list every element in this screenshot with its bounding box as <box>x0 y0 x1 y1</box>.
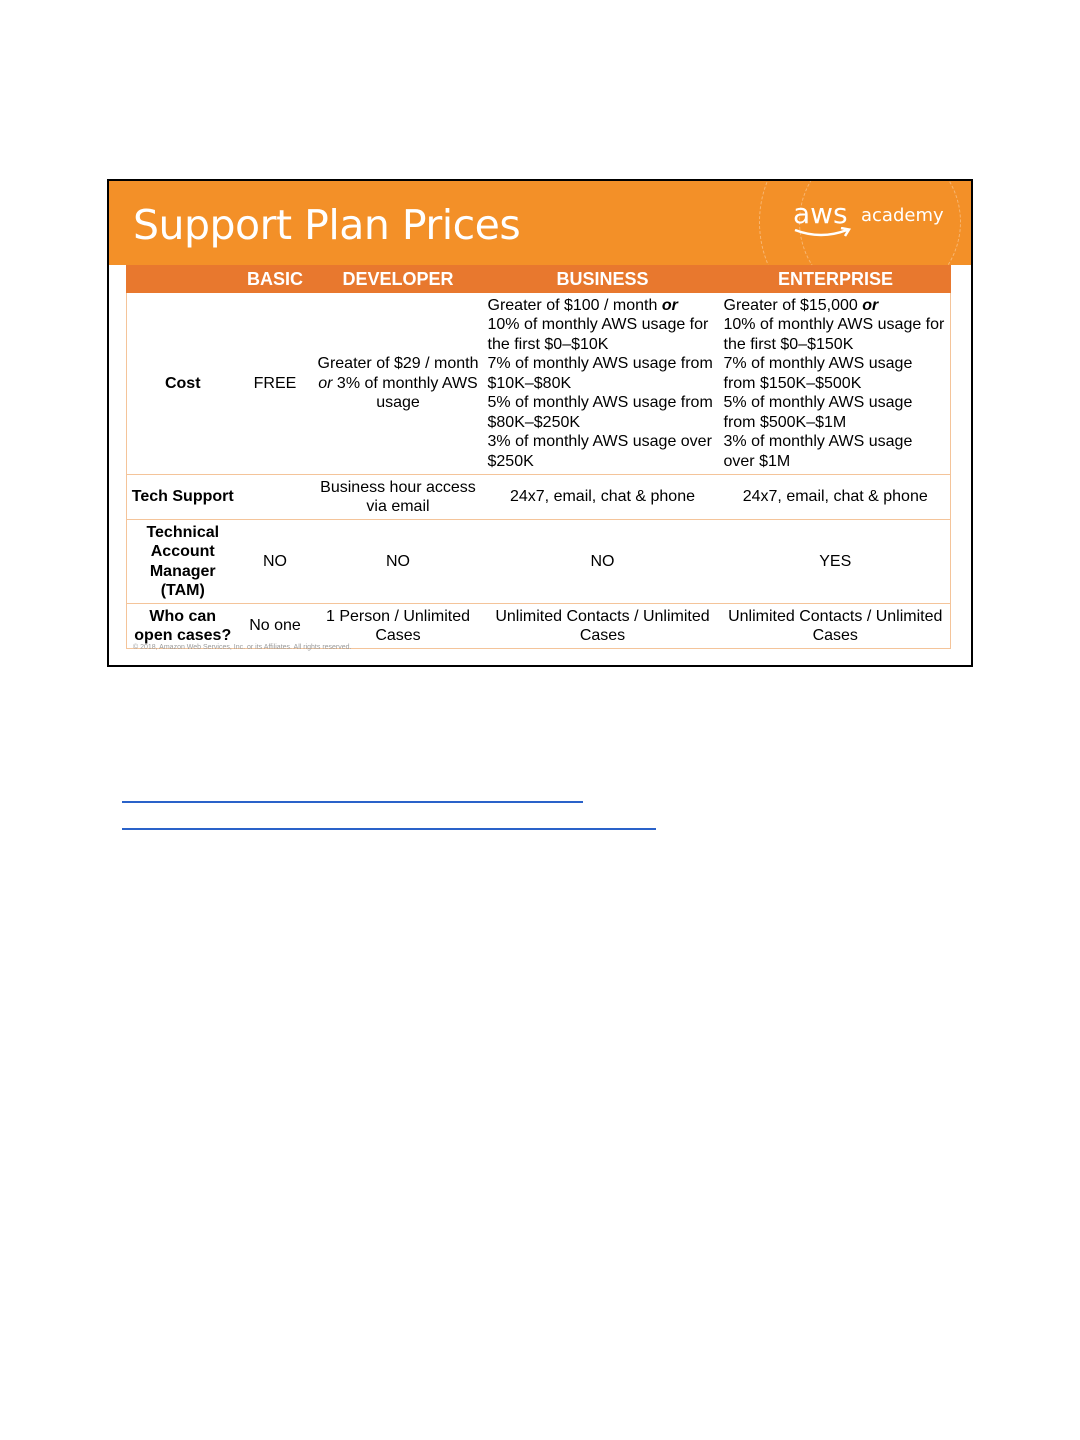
enterprise-tier: 3% of monthly AWS usage over $1M <box>723 433 913 470</box>
enterprise-cost-intro: Greater of $15,000 <box>723 296 863 314</box>
cell-developer-cost <box>312 293 485 475</box>
row-label-open-cases: Who can open cases? <box>127 604 239 649</box>
row-label-tech-support: Tech Support <box>127 475 239 520</box>
cell-business-tam: NO <box>485 520 721 604</box>
copyright-notice: © 2018, Amazon Web Services, Inc. or its Affiliates. All rights reserved. <box>133 644 352 651</box>
developer-cost-or: or <box>318 374 333 392</box>
slide-title: Support Plan Prices <box>133 201 521 249</box>
title-banner <box>109 181 971 265</box>
business-cost-or: or <box>661 296 678 314</box>
header-developer: DEVELOPER <box>312 265 485 293</box>
table-row-open-cases <box>127 604 951 649</box>
support-plans-table <box>126 265 951 649</box>
cell-business-support: 24x7, email, chat & phone <box>485 475 721 520</box>
logo-academy-text: academy <box>861 205 944 226</box>
table-row-cost <box>127 293 951 475</box>
aws-academy-logo <box>793 197 953 245</box>
header-enterprise: ENTERPRISE <box>721 265 951 293</box>
row-label-cost: Cost <box>127 293 239 475</box>
business-tier: 7% of monthly AWS usage from $10K–$80K <box>487 355 713 392</box>
hyperlink-underline[interactable] <box>122 801 583 803</box>
cell-enterprise-cost <box>721 293 951 475</box>
cell-basic-cost: FREE <box>239 293 312 475</box>
business-tier: 3% of monthly AWS usage over $250K <box>487 433 712 470</box>
enterprise-tier: 7% of monthly AWS usage from $150K–$500K <box>723 355 913 392</box>
header-basic: BASIC <box>239 265 312 293</box>
cell-basic-cases: No one <box>239 604 312 649</box>
header-business: BUSINESS <box>485 265 721 293</box>
business-tier: 10% of monthly AWS usage for the first $0–$10K <box>487 316 709 353</box>
cell-business-cases: Unlimited Contacts / Unlimited Cases <box>485 604 721 649</box>
cell-enterprise-cases: Unlimited Contacts / Unlimited Cases <box>721 604 951 649</box>
logo-aws-text: aws <box>793 197 848 230</box>
cell-enterprise-support: 24x7, email, chat & phone <box>721 475 951 520</box>
hyperlink-underline[interactable] <box>122 828 656 830</box>
cell-basic-tam: NO <box>239 520 312 604</box>
enterprise-tier: 10% of monthly AWS usage for the first $0–$150K <box>723 316 945 353</box>
cell-developer-tam: NO <box>312 520 485 604</box>
cell-developer-cases: 1 Person / Unlimited Cases <box>312 604 485 649</box>
slide-image <box>107 179 973 667</box>
aws-smile-arrow-icon <box>793 227 855 241</box>
enterprise-tier: 5% of monthly AWS usage from $500K–$1M <box>723 394 913 431</box>
business-tier: 5% of monthly AWS usage from $80K–$250K <box>487 394 713 431</box>
row-label-tam: Technical Account Manager (TAM) <box>127 520 239 604</box>
enterprise-cost-or: or <box>862 296 879 314</box>
developer-cost-b: 3% of monthly AWS usage <box>332 374 478 412</box>
table-row-tam <box>127 520 951 604</box>
cell-developer-support: Business hour access via email <box>312 475 485 520</box>
table-row-tech-support <box>127 475 951 520</box>
table-header-row <box>127 265 951 293</box>
developer-cost-a: Greater of $29 / month <box>317 355 479 373</box>
cell-business-cost <box>485 293 721 475</box>
cell-enterprise-tam: YES <box>721 520 951 604</box>
business-cost-intro: Greater of $100 / month <box>487 296 662 314</box>
cell-basic-support <box>239 475 312 520</box>
header-blank <box>127 265 239 293</box>
